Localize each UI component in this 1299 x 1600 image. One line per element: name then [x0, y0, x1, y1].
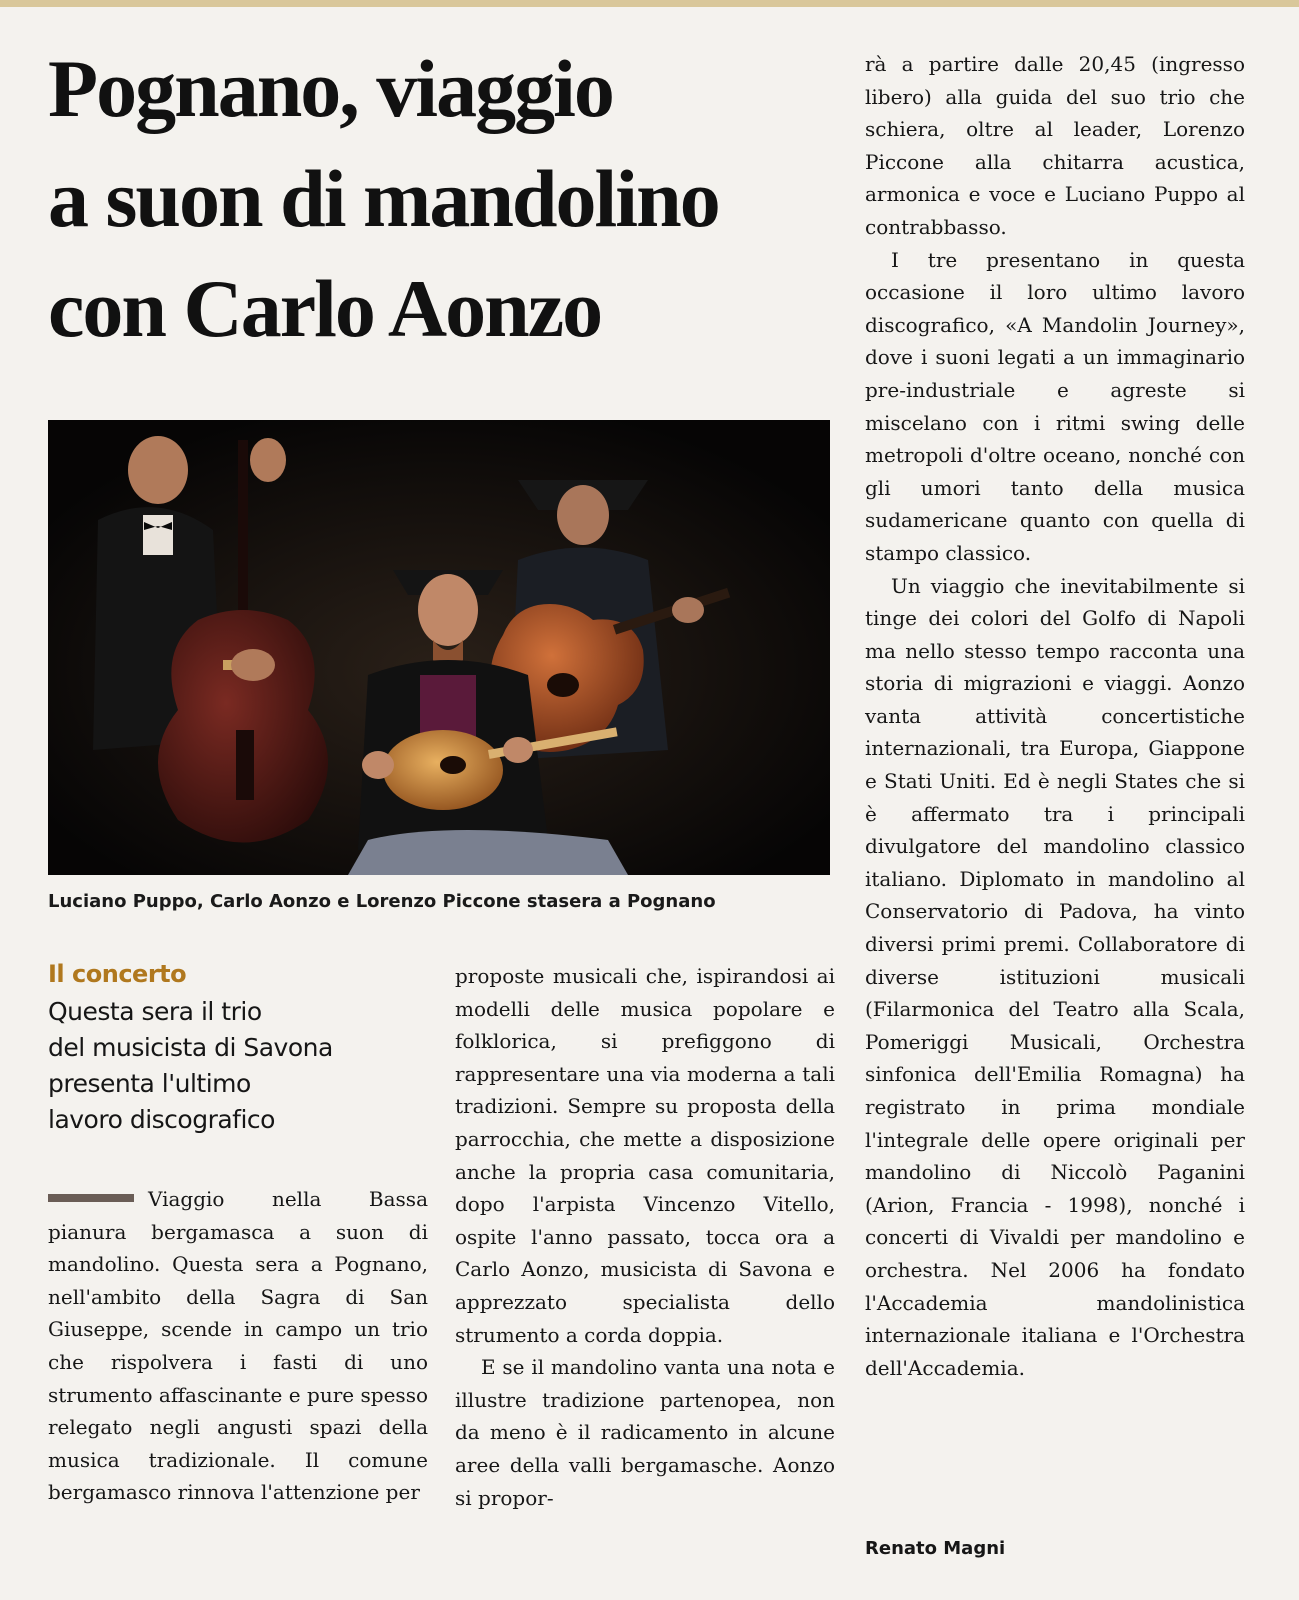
top-rule	[0, 0, 1299, 7]
subtitle-line: presenta l'ultimo	[48, 1069, 251, 1098]
subtitle-line: lavoro discografico	[48, 1105, 275, 1134]
body-column-1	[48, 1183, 428, 1509]
byline: Renato Magni	[865, 1538, 1006, 1559]
concert-photo	[48, 420, 830, 875]
subtitle	[48, 994, 428, 1138]
headline-line: a suon di mandolino	[48, 153, 719, 244]
lead-bar	[48, 1194, 134, 1202]
paragraph: proposte musicali che, ispirandosi ai modelli delle musica popolare e folklorica, si prefiggono di rappresentare una via moderna a tali tradizioni. Sempre su proposta della parrocchia, che mette a disposizione anche la propria casa comunitaria, dopo l'arpista Vincenzo Vitello, ospite l'anno passato, tocca ora a Carlo Aonzo, musicista di Savona e apprezzato specialista dello strumento a corda doppia.	[455, 964, 835, 1347]
paragraph: E se il mandolino vanta una nota e illustre tradizione partenopea, non da meno è il radicamento in alcune aree della valli bergamasche. Aonzo si propor-	[455, 1355, 835, 1510]
paragraph: rà a partire dalle 20,45 (ingresso libero) alla guida del suo trio che schiera, oltre al leader, Lorenzo Piccone alla chitarra acustica, armonica e voce e Luciano Puppo al contrabbasso.	[865, 52, 1245, 239]
headline-line: Pognano, viaggio	[48, 43, 613, 134]
paragraph: Un viaggio che inevitabilmente si tinge dei colori del Golfo di Napoli ma nello stesso tempo racconta una storia di migrazioni e viaggi. Aonzo vanta attività concertistiche internazionali, tra Europa, Giappone e Stati Uniti. Ed è negli States che si è affermato tra i principali divulgatore del mandolino classico italiano. Diplomato in mandolino al Conservatorio di Padova, ha vinto diversi primi premi. Collaboratore di diverse istituzioni musicali (Filarmonica del Teatro alla Scala, Pomeriggi Musicali, Orchestra sinfonica dell'Emilia Romagna) ha registrato in prima mondiale l'integrale delle opere originali per mandolino di Niccolò Paganini (Arion, Francia - 1998), nonché i concerti di Vivaldi per mandolino e orchestra. Nel 2006 ha fondato l'Accademia mandolinistica internazionale italiana e l'Orchestra dell'Accademia.	[865, 573, 1245, 1380]
headline-line: con Carlo Aonzo	[48, 263, 602, 354]
photo-caption: Luciano Puppo, Carlo Aonzo e Lorenzo Piccone stasera a Pognano	[48, 891, 716, 912]
paragraph: I tre presentano in questa occasione il loro ultimo lavoro discografico, «A Mandolin Journey», dove i suoni legati a un immaginario pre-industriale e agreste si miscelano con i ritmi swing delle metropoli d'oltre oceano, nonché con gli umori tanto della musica sudamericane quanto con quella di stampo classico.	[865, 247, 1245, 565]
body-column-2	[455, 960, 835, 1514]
kicker: Il concerto	[48, 960, 187, 988]
trio-illustration	[48, 420, 830, 875]
paragraph	[48, 1183, 428, 1509]
subtitle-line: del musicista di Savona	[48, 1033, 333, 1062]
paragraph-text: Viaggio nella Bassa pianura bergamasca a suon di mandolino. Questa sera a Pognano, nell'ambito della Sagra di San Giuseppe, scende in campo un trio che rispolvera i fasti di uno strumento affascinante e pure spesso relegato negli angusti spazi della musica tradizionale. Il comune bergamasco rinnova l'attenzione per	[48, 1187, 428, 1505]
body-column-3	[865, 48, 1245, 1384]
headline	[48, 34, 848, 364]
subtitle-line: Questa sera il trio	[48, 997, 262, 1026]
